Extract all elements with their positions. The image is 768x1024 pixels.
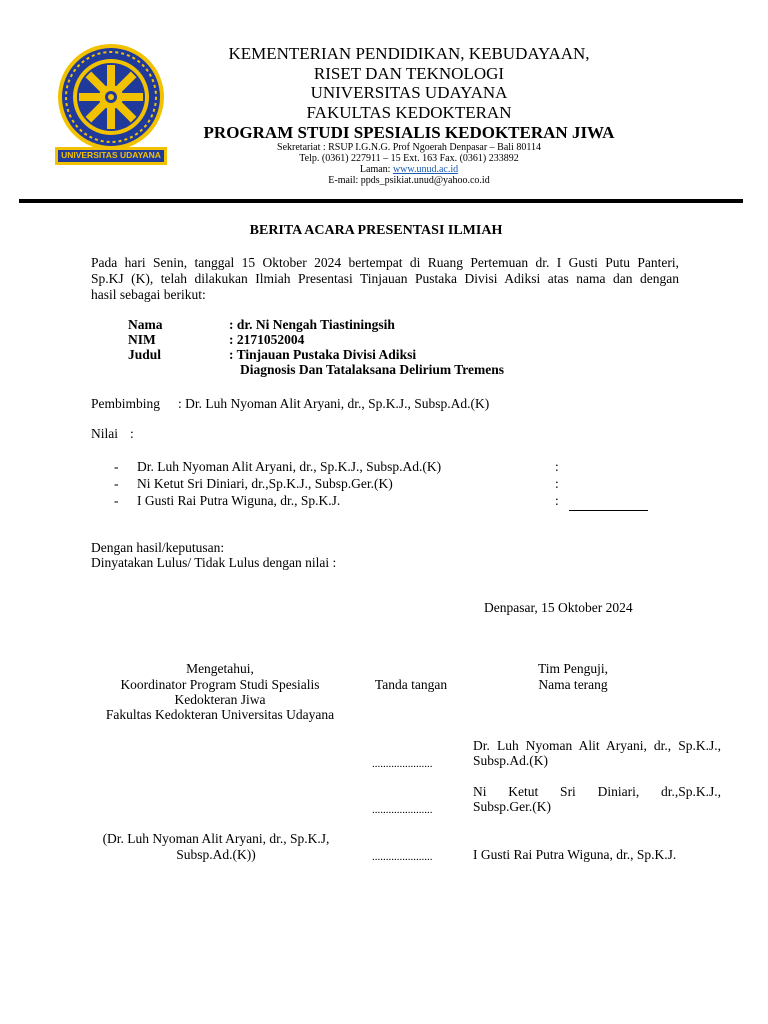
signature-dots: ...................... bbox=[372, 804, 433, 816]
judul-value-2: Diagnosis Dan Tatalaksana Delirium Tremens bbox=[240, 362, 505, 377]
signature-dots: ...................... bbox=[372, 758, 433, 770]
document-title: BERITA ACARA PRESENTASI ILMIAH bbox=[249, 223, 503, 238]
sign-right-title-2: Nama terang bbox=[538, 677, 608, 692]
examiner-3-line-1: I Gusti Rai Putra Wiguna, dr., Sp.K.J. bbox=[473, 847, 677, 862]
pembimbing-label: Pembimbing bbox=[91, 396, 161, 411]
nilai-label: Nilai bbox=[91, 426, 118, 441]
result-line-1: Dengan hasil/keputusan: bbox=[91, 540, 225, 555]
result-line-2: Dinyatakan Lulus/ Tidak Lulus dengan nilai : bbox=[91, 555, 337, 570]
university-logo bbox=[55, 43, 167, 165]
nilai-colon: : bbox=[130, 426, 134, 441]
nilai-bullet: - bbox=[114, 459, 119, 474]
header-university: UNIVERSITAS UDAYANA bbox=[310, 83, 508, 102]
sign-right-title-1: Tim Penguji, bbox=[537, 661, 609, 676]
sign-left-4: Fakultas Kedokteran Universitas Udayana bbox=[105, 707, 335, 722]
nilai-colon: : bbox=[555, 459, 559, 474]
sign-left-1: Mengetahui, bbox=[186, 661, 254, 676]
examiner-2-line-1: Ni Ketut Sri Diniari, dr.,Sp.K.J., bbox=[473, 784, 721, 799]
udayana-seal-icon bbox=[55, 43, 167, 165]
nilai-examiner-name: I Gusti Rai Putra Wiguna, dr., Sp.K.J. bbox=[137, 493, 341, 508]
examiner-1-line-2: Subsp.Ad.(K) bbox=[473, 753, 549, 768]
nama-value: : dr. Ni Nengah Tiastiningsih bbox=[229, 317, 395, 332]
sign-left-3: Kedokteran Jiwa bbox=[174, 692, 266, 707]
pembimbing-value: : Dr. Luh Nyoman Alit Aryani, dr., Sp.K.J., Subsp.Ad.(K) bbox=[178, 396, 490, 411]
nilai-examiner-name: Dr. Luh Nyoman Alit Aryani, dr., Sp.K.J., Subsp.Ad.(K) bbox=[137, 459, 442, 474]
examiner-1-line-1: Dr. Luh Nyoman Alit Aryani, dr., Sp.K.J., bbox=[473, 738, 721, 753]
nilai-bullet: - bbox=[114, 476, 119, 491]
nilai-examiner-name: Ni Ketut Sri Diniari, dr.,Sp.K.J., Subsp.Ger.(K) bbox=[137, 476, 393, 491]
header-divider bbox=[19, 199, 743, 203]
score-total-line bbox=[569, 510, 648, 511]
coordinator-name-2: Subsp.Ad.(K)) bbox=[176, 847, 256, 862]
header-ministry-2: RISET DAN TEKNOLOGI bbox=[313, 64, 505, 83]
nilai-bullet: - bbox=[114, 493, 119, 508]
sign-middle-title: Tanda tangan bbox=[374, 677, 448, 692]
intro-line-1: Pada hari Senin, tanggal 15 Oktober 2024 bertempat di Ruang Pertemuan dr. I Gusti Putu Panteri, bbox=[91, 255, 679, 270]
examiner-2-line-2: Subsp.Ger.(K) bbox=[473, 799, 551, 814]
header-email: E-mail: ppds_psikiat.unud@yahoo.co.id bbox=[328, 175, 490, 186]
header-program: PROGRAM STUDI SPESIALIS KEDOKTERAN JIWA bbox=[203, 123, 615, 142]
nilai-colon: : bbox=[555, 493, 559, 508]
intro-line-3: hasil sebagai berikut: bbox=[91, 287, 206, 302]
nama-label: Nama bbox=[128, 317, 163, 332]
nim-value: : 2171052004 bbox=[229, 332, 305, 347]
intro-line-2: Sp.KJ (K), telah dilakukan Ilmiah Presentasi Tinjauan Pustaka Divisi Adiksi atas nama dan dengan bbox=[91, 271, 679, 286]
signature-dots: ...................... bbox=[372, 851, 433, 863]
logo-caption: UNIVERSITAS UDAYANA bbox=[61, 150, 161, 160]
coordinator-name-1: (Dr. Luh Nyoman Alit Aryani, dr., Sp.K.J, bbox=[102, 831, 330, 846]
nilai-colon: : bbox=[555, 476, 559, 491]
judul-label: Judul bbox=[128, 347, 162, 362]
header-phone: Telp. (0361) 227911 – 15 Ext. 163 Fax. (0361) 233892 bbox=[299, 153, 519, 164]
place-date: Denpasar, 15 Oktober 2024 bbox=[484, 600, 633, 615]
web-label: Laman: bbox=[359, 164, 393, 175]
header-ministry: KEMENTERIAN PENDIDIKAN, KEBUDAYAAN, bbox=[228, 44, 590, 63]
judul-value: : Tinjauan Pustaka Divisi Adiksi bbox=[229, 347, 417, 362]
header-address: Sekretariat : RSUP I.G.N.G. Prof Ngoerah Denpasar – Bali 80114 bbox=[277, 142, 541, 153]
header-faculty: FAKULTAS KEDOKTERAN bbox=[306, 103, 512, 122]
web-link[interactable]: www.unud.ac.id bbox=[392, 164, 459, 175]
header-web bbox=[170, 164, 648, 175]
sign-left-2: Koordinator Program Studi Spesialis bbox=[120, 677, 320, 692]
nim-label: NIM bbox=[128, 332, 156, 347]
